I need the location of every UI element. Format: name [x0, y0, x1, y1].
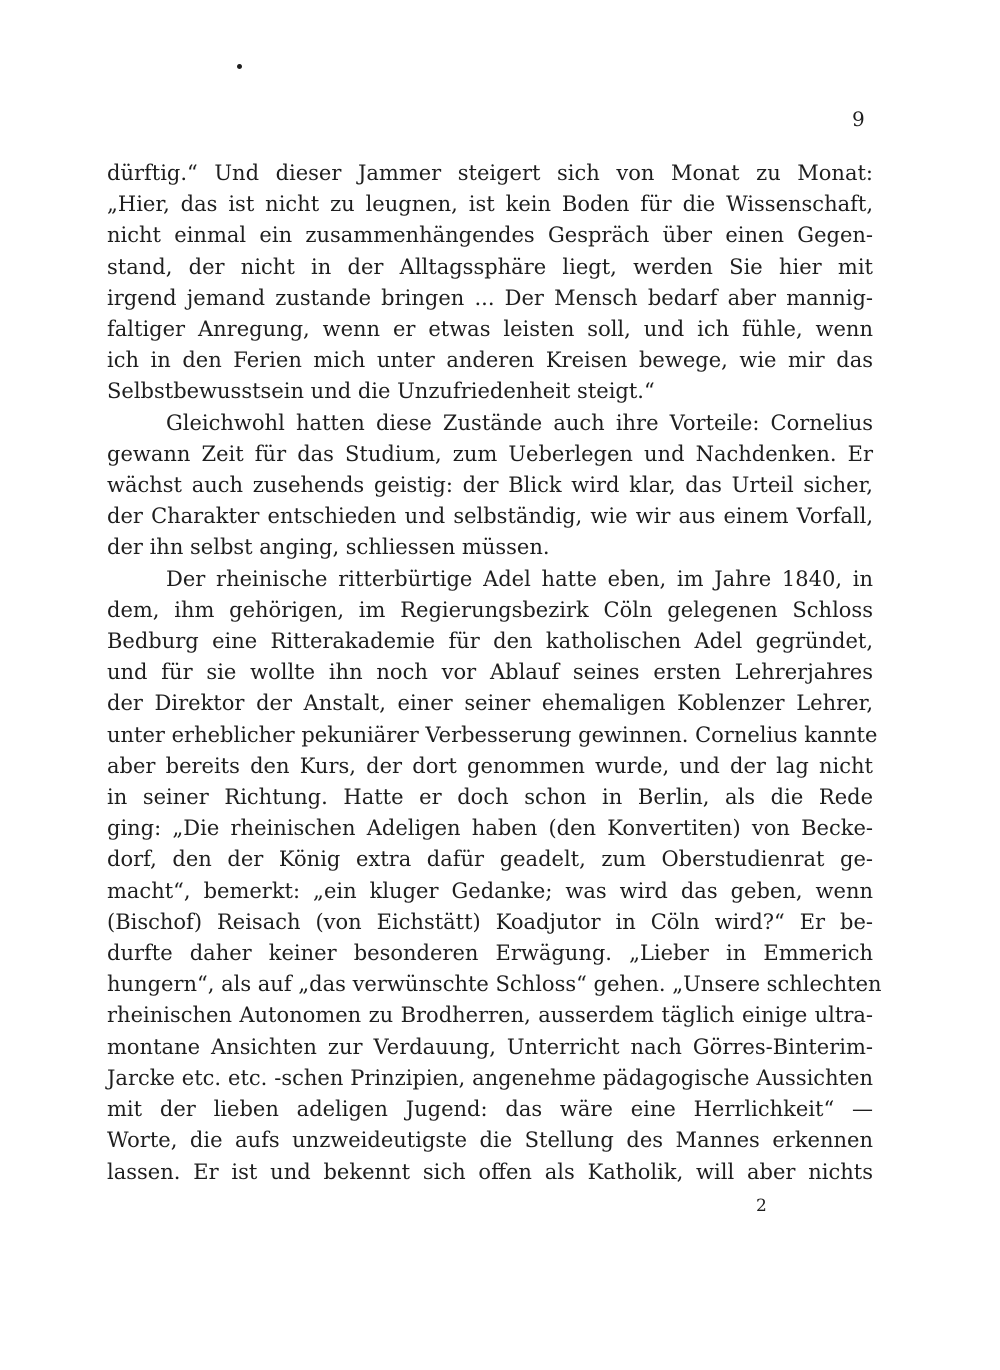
- text-line: unter erheblicher pekuniärer Verbesserung gewinnen. Cornelius kannte: [107, 722, 878, 747]
- text-line: (Bischof) Reisach (von Eichstätt) Koadjutor in Cöln wird?“ Er be-: [107, 909, 873, 934]
- text-line: dem, ihm gehörigen, im Regierungsbezirk Cöln gelegenen Schloss: [107, 597, 873, 622]
- paragraph: [107, 564, 882, 1188]
- text-line: Bedburg eine Ritterakademie für den katholischen Adel gegründet,: [107, 629, 873, 654]
- text-line: ich in den Ferien mich unter anderen Kreisen bewege, wie mir das: [107, 348, 873, 373]
- text-line: dorf, den der König extra dafür geadelt, zum Oberstudienrat ge-: [107, 847, 873, 872]
- text-line: faltiger Anregung, wenn er etwas leisten soll, und ich fühle, wenn: [107, 317, 873, 342]
- text-line: rheinischen Autonomen zu Brodherren, ausserdem täglich einige ultra-: [107, 1003, 873, 1028]
- paragraph: [107, 408, 873, 564]
- text-line: der ihn selbst anging, schliessen müssen.: [107, 535, 550, 560]
- text-line: Jarcke etc. etc. -schen Prinzipien, angenehme pädagogische Aussichten: [107, 1065, 873, 1090]
- text-line: montane Ansichten zur Verdauung, Unterricht nach Görres-Binterim-: [107, 1034, 873, 1059]
- body-text: [107, 158, 882, 1188]
- text-line: aber bereits den Kurs, der dort genommen wurde, und der lag nicht: [107, 753, 873, 778]
- text-line: und für sie wollte ihn noch vor Ablauf seines ersten Lehrerjahres: [107, 660, 873, 685]
- text-line: wächst auch zusehends geistig: der Blick wird klar, das Urteil sicher,: [107, 473, 873, 498]
- paragraph: [107, 158, 873, 408]
- text-line: durfte daher keiner besonderen Erwägung. „Lieber in Emmerich: [107, 941, 873, 966]
- text-line: Worte, die aufs unzweideutigste die Stellung des Mannes erkennen: [107, 1128, 873, 1153]
- text-line: der Charakter entschieden und selbständig, wie wir aus einem Vorfall,: [107, 504, 873, 529]
- text-line: irgend jemand zustande bringen ... Der Mensch bedarf aber mannig-: [107, 285, 873, 310]
- speck-mark: [237, 64, 242, 69]
- text-line: gewann Zeit für das Studium, zum Ueberlegen und Nachdenken. Er: [107, 441, 873, 466]
- text-line: stand, der nicht in der Alltagssphäre liegt, werden Sie hier mit: [107, 254, 873, 279]
- text-line: lassen. Er ist und bekennt sich offen als Katholik, will aber nichts: [107, 1159, 873, 1184]
- text-line: Der rheinische ritterbürtige Adel hatte eben, im Jahre 1840, in: [166, 566, 873, 591]
- text-line: dürftig.“ Und dieser Jammer steigert sich von Monat zu Monat:: [107, 161, 873, 185]
- text-line: Gleichwohl hatten diese Zustände auch ihre Vorteile: Cornelius: [166, 410, 873, 435]
- text-line: mit der lieben adeligen Jugend: das wäre eine Herrlichkeit“ —: [107, 1097, 873, 1122]
- text-line: hungern“, als auf „das verwünschte Schloss“ gehen. „Unsere schlechten: [107, 972, 882, 997]
- text-line: ging: „Die rheinischen Adeligen haben (den Konvertiten) von Becke-: [107, 816, 873, 841]
- text-line: „Hier, das ist nicht zu leugnen, ist kein Boden für die Wissenschaft,: [107, 192, 873, 217]
- text-line: der Direktor der Anstalt, einer seiner ehemaligen Koblenzer Lehrer,: [107, 691, 873, 716]
- text-line: in seiner Richtung. Hatte er doch schon in Berlin, als die Rede: [107, 785, 873, 810]
- text-line: macht“, bemerkt: „ein kluger Gedanke; was wird das geben, wenn: [107, 878, 873, 903]
- page-number: 9: [852, 107, 865, 131]
- signature-mark: 2: [756, 1196, 767, 1216]
- text-line: nicht einmal ein zusammenhängendes Gespräch über einen Gegen-: [107, 223, 873, 248]
- text-line: Selbstbewusstsein und die Unzufriedenheit steigt.“: [107, 379, 655, 404]
